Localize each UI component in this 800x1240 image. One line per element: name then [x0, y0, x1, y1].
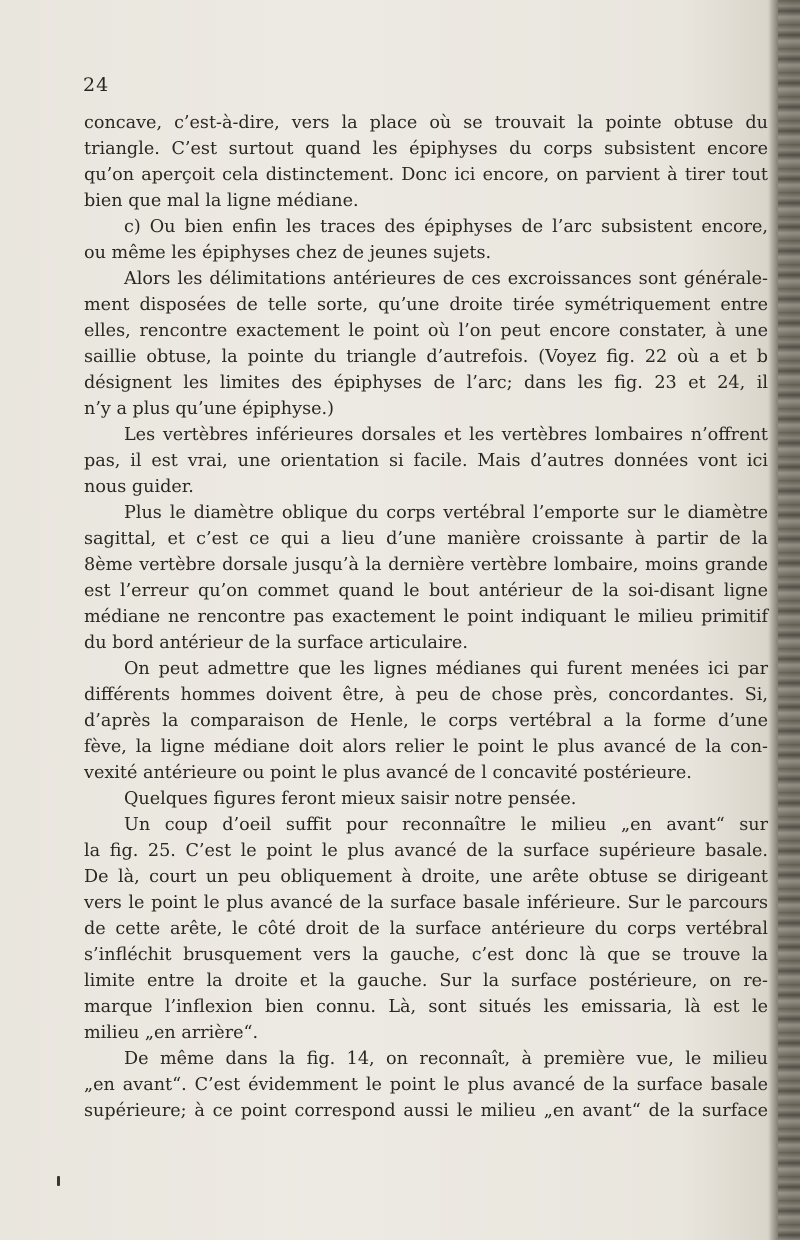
text-line: médiane ne rencontre pas exactement le point indiquant le milieu primitif	[84, 607, 768, 627]
text-line: Un coup d’oeil suffit pour reconnaître le milieu „en avant“ sur	[124, 815, 768, 835]
text-line: c) Ou bien enfin les traces des épiphyses de l’arc subsistent encore,	[124, 217, 768, 237]
text-line: concave, c’est-à-dire, vers la place où se trouvait la pointe obtuse du	[84, 113, 768, 133]
ink-mark	[57, 1176, 60, 1186]
text-line: De là, court un peu obliquement à droite, une arête obtuse se dirigeant	[84, 867, 768, 887]
text-line: On peut admettre que les lignes médianes qui furent menées ici par	[124, 659, 768, 679]
text-line: De même dans la fig. 14, on reconnaît, à première vue, le milieu	[124, 1049, 768, 1069]
text-line: qu’on aperçoit cela distinctement. Donc ici encore, on parvient à tirer tout	[84, 165, 768, 185]
body-text	[84, 110, 768, 1124]
text-line: Les vertèbres inférieures dorsales et les vertèbres lombaires n’offrent	[124, 425, 768, 445]
text-line: Alors les délimitations antérieures de ces excroissances sont générale-	[124, 269, 768, 289]
text-line: vexité antérieure ou point le plus avancé de l concavité postérieure.	[84, 763, 692, 783]
text-line: d’après la comparaison de Henle, le corps vertébral a la forme d’une	[84, 711, 768, 731]
text-line: limite entre la droite et la gauche. Sur la surface postérieure, on re-	[84, 971, 768, 991]
text-line: 8ème vertèbre dorsale jusqu’à la dernière vertèbre lombaire, moins grande	[84, 555, 768, 575]
text-line: supérieure; à ce point correspond aussi le milieu „en avant“ de la surface	[84, 1101, 768, 1121]
text-line: nous guider.	[84, 477, 194, 497]
text-line: désignent les limites des épiphyses de l’arc; dans les fig. 23 et 24, il	[84, 373, 768, 393]
text-line: pas, il est vrai, une orientation si facile. Mais d’autres données vont ici	[84, 451, 768, 471]
text-line: vers le point le plus avancé de la surface basale inférieure. Sur le parcours	[84, 893, 768, 913]
text-line: Quelques figures feront mieux saisir notre pensée.	[124, 789, 577, 809]
page-edge	[778, 0, 800, 1240]
text-line: sagittal, et c’est ce qui a lieu d’une manière croissante à partir de la	[84, 529, 768, 549]
text-line: est l’erreur qu’on commet quand le bout antérieur de la soi-disant ligne	[84, 581, 768, 601]
text-line: s’infléchit brusquement vers la gauche, c’est donc là que se trouve la	[84, 945, 768, 965]
text-line: „en avant“. C’est évidemment le point le plus avancé de la surface basale	[84, 1075, 768, 1095]
text-line: ment disposées de telle sorte, qu’une droite tirée symétriquement entre	[84, 295, 768, 315]
page-number: 24	[83, 74, 110, 96]
text-line: milieu „en arrière“.	[84, 1023, 259, 1043]
text-line: triangle. C’est surtout quand les épiphyses du corps subsistent encore	[84, 139, 768, 159]
text-line: ou même les épiphyses chez de jeunes sujets.	[84, 243, 492, 263]
text-line: différents hommes doivent être, à peu de chose près, concordantes. Si,	[84, 685, 768, 705]
text-line: du bord antérieur de la surface articulaire.	[84, 633, 468, 653]
text-line: saillie obtuse, la pointe du triangle d’autrefois. (Voyez fig. 22 où a et b	[84, 347, 768, 367]
text-line: bien que mal la ligne médiane.	[84, 191, 359, 211]
text-line: n’y a plus qu’une épiphyse.)	[84, 399, 334, 419]
text-line: de cette arête, le côté droit de la surface antérieure du corps vertébral	[84, 919, 768, 939]
text-line: elles, rencontre exactement le point où l’on peut encore constater, à une	[84, 321, 768, 341]
text-line: marque l’inflexion bien connu. Là, sont situés les emissaria, là est le	[84, 997, 768, 1017]
page-edge-shadow	[768, 0, 778, 1240]
text-line: Plus le diamètre oblique du corps vertébral l’emporte sur le diamètre	[124, 503, 768, 523]
text-line: la fig. 25. C’est le point le plus avancé de la surface supérieure basale.	[84, 841, 768, 861]
text-line: fève, la ligne médiane doit alors relier le point le plus avancé de la con-	[84, 737, 768, 757]
